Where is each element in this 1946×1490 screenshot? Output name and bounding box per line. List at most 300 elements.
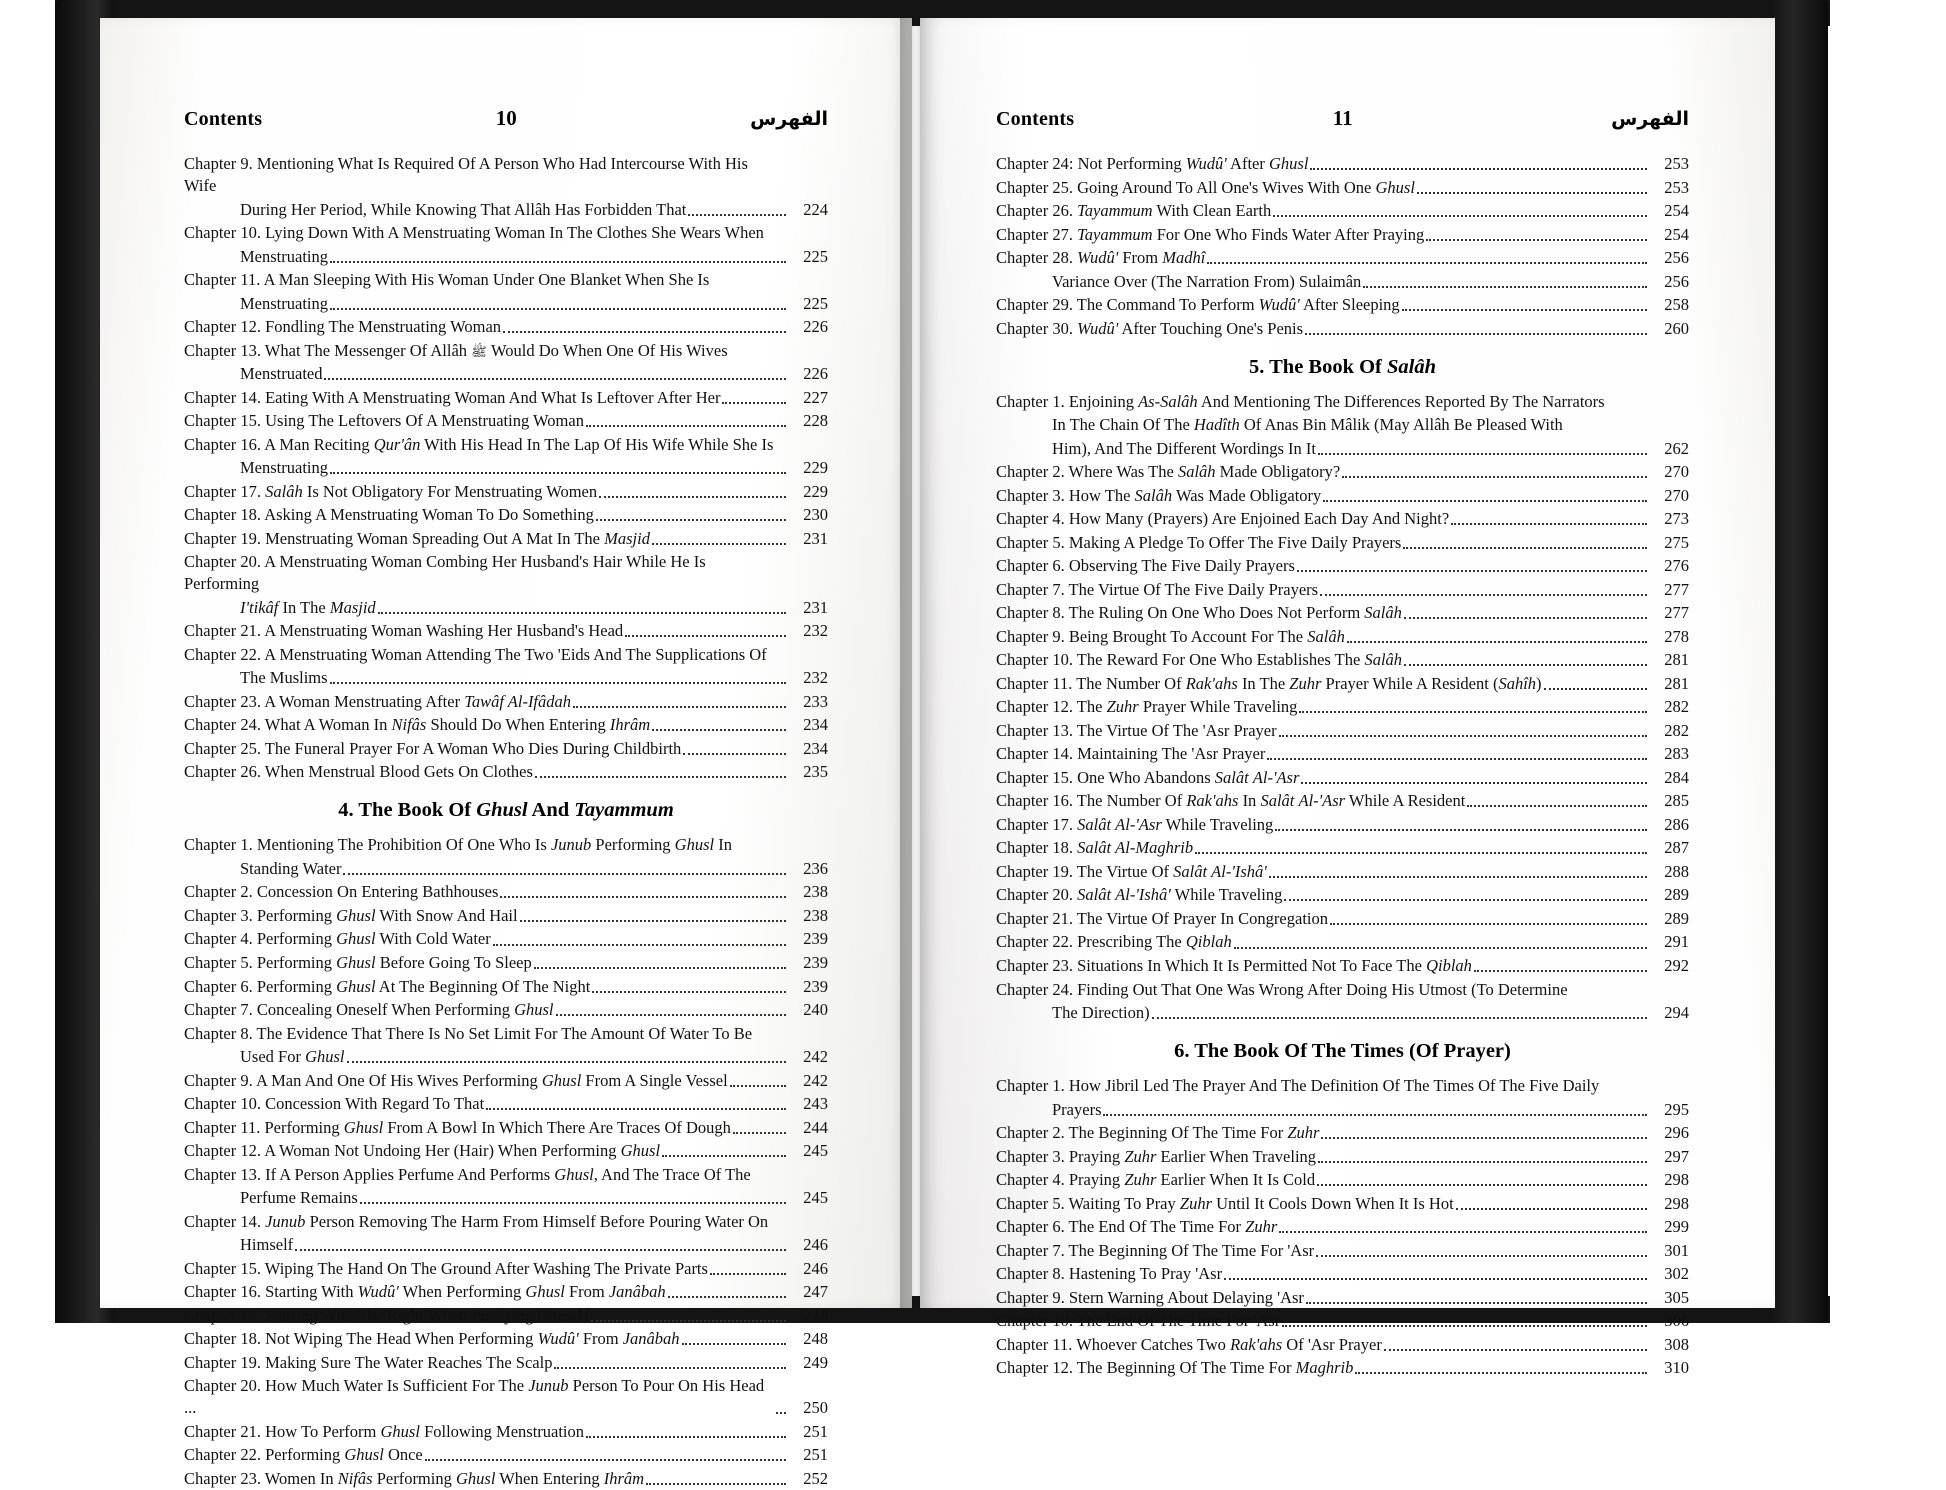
toc-entry [184, 1375, 828, 1419]
toc-entry [996, 743, 1689, 765]
toc-entry [996, 790, 1689, 812]
toc-entry [184, 691, 828, 713]
toc-entry-text: Chapter 12. The Zuhr Prayer While Traveling [996, 697, 1298, 717]
toc-leader-dots [493, 944, 786, 946]
toc-entry [184, 1164, 828, 1186]
toc-entry-page: 310 [1664, 1358, 1689, 1378]
toc-leader-dots [1273, 215, 1647, 217]
toc-entry-text: Chapter 12. A Woman Not Undoing Her (Hair) When Performing Ghusl [184, 1141, 661, 1161]
toc-entry-text: Chapter 8. The Evidence That There Is No Set Limit For The Amount Of Water To Be [184, 1023, 753, 1043]
toc-leader-dots [1318, 1161, 1647, 1163]
toc-entry-page: 227 [803, 387, 828, 407]
toc-entry-page: 240 [803, 1000, 828, 1020]
toc-entry [184, 316, 828, 338]
toc-entry-text: I'tikâf In The Masjid [240, 597, 376, 617]
toc-leader-dots [599, 496, 786, 498]
toc-entry-text: Chapter 24. Finding Out That One Was Wrong After Doing His Utmost (To Determine [996, 979, 1568, 999]
toc-leader-dots [573, 706, 786, 708]
toc-entry [184, 504, 828, 526]
toc-entry-page: 260 [1664, 318, 1689, 338]
toc-entry-text: Standing Water [240, 858, 342, 878]
toc-entry [184, 528, 828, 550]
toc-entry-page: 235 [803, 762, 828, 782]
toc-leader-dots [1299, 711, 1647, 713]
toc-entry [184, 387, 828, 409]
toc-leader-dots [1355, 1372, 1647, 1374]
toc-entry [996, 177, 1689, 199]
toc-entry [184, 1070, 828, 1092]
toc-entry [996, 1146, 1689, 1168]
toc-leader-dots [425, 1459, 786, 1461]
toc-leader-dots [534, 967, 786, 969]
toc-entry [184, 858, 828, 880]
toc-entry-text: Chapter 14. Junub Person Removing The Harm From Himself Before Pouring Water On [184, 1211, 769, 1231]
toc-entry-text: Chapter 28. Wudû' From Madhî [996, 248, 1206, 268]
toc-entry-page: 238 [803, 905, 828, 925]
toc-entry [184, 761, 828, 783]
toc-entry-text: Chapter 19. Menstruating Woman Spreading Out A Mat In The Masjid [184, 528, 650, 548]
toc-entry [184, 269, 828, 291]
toc-entry-text: Chapter 22. A Menstruating Woman Attending The Two 'Eids And The Supplications Of [184, 644, 767, 664]
toc-entry-page: 230 [803, 505, 828, 525]
toc-entry [996, 1169, 1689, 1191]
toc-entry-text: Chapter 25. The Funeral Prayer For A Woman Who Dies During Childbirth [184, 738, 682, 758]
toc-entry [996, 602, 1689, 624]
toc-entry [996, 1075, 1689, 1097]
toc-entry [996, 931, 1689, 953]
toc-entry-text: Chapter 21. The Virtue Of Prayer In Congregation [996, 908, 1328, 928]
toc-entry-page: 234 [803, 738, 828, 758]
left-header-page-number: 10 [495, 106, 517, 130]
toc-entry-page: 262 [1664, 438, 1689, 458]
toc-entry-page: 224 [803, 199, 828, 219]
toc-entry-text: The Muslims [240, 668, 328, 688]
toc-entry-page: 242 [803, 1070, 828, 1090]
toc-entry-page: 302 [1664, 1264, 1689, 1284]
toc-entry-text: Chapter 7. The Virtue Of The Five Daily Prayers [996, 579, 1319, 599]
toc-entry [996, 532, 1689, 554]
toc-entry-page: 229 [803, 458, 828, 478]
toc-entry-text: Chapter 9. Stern Warning About Delaying 'Asr [996, 1287, 1304, 1307]
toc-entry [184, 714, 828, 736]
toc-entry [996, 555, 1689, 577]
toc-entry [184, 551, 828, 595]
toc-entry-text: Chapter 17. Salâh Is Not Obligatory For Menstruating Women [184, 481, 598, 501]
toc-entry-text: Chapter 10. Concession With Regard To That [184, 1094, 485, 1114]
toc-entry [184, 1234, 828, 1256]
toc-leader-dots [1269, 876, 1647, 878]
toc-entry [996, 979, 1689, 1001]
toc-entry-text: Chapter 18. Salât Al-Maghrib [996, 838, 1194, 858]
toc-entry-page: 277 [1664, 603, 1689, 623]
toc-entry-page: 298 [1664, 1170, 1689, 1190]
toc-leader-dots [1224, 1278, 1647, 1280]
toc-leader-dots [503, 331, 786, 333]
toc-entry-text: Chapter 10. The End Of The Time For 'Asr [996, 1311, 1281, 1331]
toc-leader-dots [1544, 688, 1647, 690]
right-header-arabic-label: الفهرس [1611, 108, 1689, 130]
toc-leader-dots [1402, 309, 1647, 311]
toc-entry [184, 1444, 828, 1466]
left-toc-list-1 [184, 153, 828, 783]
toc-leader-dots [722, 402, 786, 404]
toc-entry-text: Chapter 30. Wudû' After Touching One's Penis [996, 318, 1304, 338]
toc-leader-dots [682, 1343, 786, 1345]
toc-entry [996, 767, 1689, 789]
toc-entry [996, 224, 1689, 246]
toc-entry-text: Chapter 22. Prescribing The Qiblah [996, 932, 1232, 952]
toc-entry [184, 928, 828, 950]
toc-entry-page: 225 [803, 246, 828, 266]
toc-entry-page: 281 [1664, 650, 1689, 670]
toc-entry-text: Chapter 6. Performing Ghusl At The Beginning Of The Night [184, 976, 591, 996]
toc-entry [184, 1093, 828, 1115]
toc-entry-page: 289 [1664, 908, 1689, 928]
toc-entry [184, 620, 828, 642]
toc-entry-text: Chapter 12. Fondling The Menstruating Woman [184, 317, 502, 337]
toc-entry [184, 1117, 828, 1139]
toc-entry-page: 253 [1664, 177, 1689, 197]
toc-leader-dots [1342, 476, 1647, 478]
toc-leader-dots [330, 682, 786, 684]
right-toc-list-1 [996, 153, 1689, 340]
toc-leader-dots [1275, 829, 1647, 831]
toc-entry-text: Chapter 17. Starting With The Right When Purifying Oneself [184, 1305, 589, 1325]
toc-entry-text: Chapter 11. Whoever Catches Two Rak'ahs Of 'Asr Prayer [996, 1334, 1382, 1354]
toc-entry-text: Chapter 1. Mentioning The Prohibition Of One Who Is Junub Performing Ghusl In [184, 835, 732, 855]
toc-leader-dots [1347, 641, 1647, 643]
toc-leader-dots [1474, 970, 1647, 972]
toc-entry [996, 1002, 1689, 1024]
toc-entry-text: Chapter 8. Hastening To Pray 'Asr [996, 1264, 1223, 1284]
toc-entry-text: Chapter 13. If A Person Applies Perfume And Performs Ghusl, And The Trace Of The [184, 1164, 751, 1184]
toc-entry [996, 884, 1689, 906]
toc-leader-dots [591, 1320, 786, 1322]
toc-entry-page: 291 [1664, 932, 1689, 952]
left-header-contents-label: Contents [184, 108, 263, 130]
toc-leader-dots [730, 1085, 786, 1087]
toc-leader-dots [1284, 899, 1647, 901]
toc-entry [184, 293, 828, 315]
toc-entry-text: Chapter 18. Asking A Menstruating Woman To Do Something [184, 505, 594, 525]
toc-entry-page: 282 [1664, 720, 1689, 740]
toc-leader-dots [1306, 1302, 1647, 1304]
toc-entry-text: Chapter 2. The Beginning Of The Time For Zuhr [996, 1123, 1320, 1143]
toc-entry-page: 247 [803, 1282, 828, 1302]
toc-entry [184, 738, 828, 760]
toc-leader-dots [625, 635, 786, 637]
toc-entry [996, 1334, 1689, 1356]
right-section-title-1: 5. The Book Of Salâh [1248, 355, 1437, 378]
toc-entry-text: Chapter 27. Tayammum For One Who Finds Water After Praying [996, 224, 1425, 244]
toc-entry [996, 271, 1689, 293]
toc-entry-page: 254 [1664, 224, 1689, 244]
toc-entry [996, 673, 1689, 695]
toc-entry-text: Menstruated [240, 364, 323, 384]
toc-entry-text: Menstruating [240, 246, 328, 266]
toc-entry-text: In The Chain Of The Hadîth Of Anas Bin Mâlik (May Allâh Be Pleased With [1052, 415, 1563, 435]
toc-entry [996, 1357, 1689, 1379]
toc-entry-text: Chapter 11. The Number Of Rak'ahs In The Zuhr Prayer While A Resident (Sahîh) [996, 673, 1542, 693]
toc-leader-dots [586, 425, 786, 427]
toc-entry [996, 438, 1689, 460]
toc-entry-page: 246 [803, 1235, 828, 1255]
toc-entry-page: 245 [803, 1141, 828, 1161]
toc-entry [996, 626, 1689, 648]
toc-entry [184, 952, 828, 974]
left-page-header [184, 106, 828, 131]
toc-leader-dots [1234, 947, 1647, 949]
toc-leader-dots [1316, 1255, 1647, 1257]
right-toc-list-2 [996, 391, 1689, 1024]
toc-entry [996, 837, 1689, 859]
toc-entry-text: Chapter 24: Not Performing Wudû' After Ghusl [996, 154, 1309, 173]
toc-entry-page: 292 [1664, 956, 1689, 975]
toc-entry-page: 281 [1664, 673, 1689, 693]
toc-entry-text: Chapter 22. Performing Ghusl Once [184, 1445, 423, 1465]
toc-leader-dots [378, 612, 786, 614]
toc-leader-dots [1318, 453, 1647, 455]
toc-entry [184, 834, 828, 856]
toc-leader-dots [733, 1132, 786, 1134]
toc-entry [184, 481, 828, 503]
toc-entry-text: Chapter 20. How Much Water Is Sufficient For The Junub Person To Pour On His Head ... [184, 1376, 765, 1418]
toc-entry-page: 273 [1664, 509, 1689, 529]
toc-leader-dots [520, 920, 786, 922]
toc-entry-page: 296 [1664, 1123, 1689, 1143]
toc-entry [996, 391, 1689, 413]
toc-entry-page: 228 [803, 411, 828, 431]
toc-entry-text: Chapter 13. The Virtue Of The 'Asr Prayer [996, 720, 1277, 740]
toc-leader-dots [592, 991, 786, 993]
toc-entry-text: Chapter 20. A Menstruating Woman Combing Her Husband's Hair While He Is Performing [184, 552, 706, 594]
toc-entry [184, 1421, 828, 1443]
toc-entry [184, 246, 828, 268]
toc-entry-text: Used For Ghusl [240, 1047, 345, 1067]
toc-entry-page: 254 [1664, 201, 1689, 221]
toc-leader-dots [1404, 664, 1647, 666]
toc-entry-text: Chapter 5. Performing Ghusl Before Going To Sleep [184, 953, 532, 972]
left-toc-list-2 [184, 834, 828, 1489]
toc-leader-dots [1321, 1137, 1647, 1139]
toc-entry [996, 579, 1689, 601]
toc-leader-dots [683, 753, 786, 755]
toc-entry-page: 270 [1664, 462, 1689, 482]
toc-leader-dots [1404, 617, 1647, 619]
toc-leader-dots [662, 1155, 786, 1157]
toc-entry-text: Chapter 16. The Number Of Rak'ahs In Salât Al-'Asr While A Resident [996, 791, 1466, 811]
left-page [100, 18, 912, 1488]
left-header-arabic-label: الفهرس [750, 108, 828, 130]
toc-entry-text: Chapter 26. When Menstrual Blood Gets On Clothes [184, 762, 533, 782]
toc-entry [996, 508, 1689, 530]
toc-entry-text: Chapter 16. Starting With Wudû' When Performing Ghusl From Janâbah [184, 1282, 666, 1302]
book-cover-right-edge [1770, 0, 1828, 1323]
toc-entry-page: 236 [803, 858, 828, 878]
toc-leader-dots [500, 896, 786, 898]
toc-leader-dots [1305, 333, 1647, 335]
toc-entry [184, 1281, 828, 1303]
toc-leader-dots [1279, 735, 1647, 737]
toc-entry-text: Prayers [1052, 1099, 1102, 1119]
toc-entry-text: Chapter 11. A Man Sleeping With His Woman Under One Blanket When She Is [184, 270, 710, 290]
toc-entry [184, 644, 828, 666]
toc-entry-page: 275 [1664, 532, 1689, 552]
toc-entry-page: 225 [803, 293, 828, 313]
toc-leader-dots [295, 1249, 786, 1251]
toc-entry [184, 1140, 828, 1162]
toc-leader-dots [486, 1108, 786, 1110]
toc-entry-page: 286 [1664, 814, 1689, 834]
toc-entry-page: 246 [803, 1258, 828, 1278]
toc-entry-page: 252 [803, 1468, 828, 1488]
toc-entry-page: 243 [803, 1094, 828, 1114]
toc-entry [996, 1099, 1689, 1121]
toc-entry-text: Chapter 3. How The Salâh Was Made Obligatory [996, 485, 1322, 505]
toc-entry-page: 276 [1664, 556, 1689, 576]
toc-entry-text: Chapter 23. Women In Nifâs Performing Ghusl When Entering Ihrâm [184, 1468, 645, 1488]
toc-entry [184, 1258, 828, 1280]
toc-entry-page: 270 [1664, 485, 1689, 505]
toc-entry-page: 232 [803, 621, 828, 641]
toc-leader-dots [1297, 570, 1647, 572]
toc-entry-text: Chapter 20. Salât Al-'Ishâ' While Traveling [996, 885, 1283, 905]
toc-entry-text: Menstruating [240, 293, 328, 313]
toc-leader-dots [1279, 1231, 1647, 1233]
toc-leader-dots [1320, 594, 1647, 596]
toc-entry-page: 289 [1664, 885, 1689, 905]
toc-leader-dots [1456, 1208, 1647, 1210]
toc-entry-text: Chapter 16. A Man Reciting Qur'ân With His Head In The Lap Of His Wife While She Is [184, 434, 774, 454]
toc-leader-dots [586, 1436, 786, 1438]
toc-entry-page: 282 [1664, 697, 1689, 717]
toc-entry-text: Chapter 4. Praying Zuhr Earlier When It Is Cold [996, 1170, 1316, 1190]
toc-leader-dots [554, 1367, 786, 1369]
toc-entry-page: 285 [1664, 791, 1689, 811]
toc-entry-page: 231 [803, 597, 828, 617]
toc-leader-dots [1282, 1325, 1647, 1327]
toc-entry-page: 258 [1664, 295, 1689, 315]
toc-leader-dots [1384, 1349, 1647, 1351]
toc-entry-text: Chapter 15. Using The Leftovers Of A Menstruating Woman [184, 411, 584, 431]
left-section-title: 4. The Book Of Ghusl And Tayammum [338, 799, 674, 822]
toc-entry-text: Chapter 15. One Who Abandons Salât Al-'Asr [996, 767, 1300, 787]
toc-entry [996, 696, 1689, 718]
toc-entry-text: Himself [240, 1235, 294, 1255]
toc-entry-page: 229 [803, 481, 828, 501]
toc-entry [184, 976, 828, 998]
toc-leader-dots [1207, 262, 1647, 264]
toc-entry-text: Chapter 8. The Ruling On One Who Does Not Perform Salâh [996, 603, 1402, 623]
toc-entry [184, 1187, 828, 1209]
toc-entry [184, 410, 828, 432]
toc-entry [184, 1046, 828, 1068]
toc-leader-dots [330, 472, 786, 474]
toc-leader-dots [347, 1061, 786, 1063]
toc-entry [184, 434, 828, 456]
toc-entry [184, 905, 828, 927]
toc-entry-page: 233 [803, 691, 828, 711]
toc-entry-page: 299 [1664, 1217, 1689, 1237]
toc-entry-text: Chapter 3. Performing Ghusl With Snow And Hail [184, 905, 518, 925]
toc-entry-text: During Her Period, While Knowing That Allâh Has Forbidden That [240, 199, 687, 219]
right-page-header [996, 106, 1689, 131]
toc-entry [184, 999, 828, 1021]
toc-leader-dots [1451, 523, 1647, 525]
toc-entry [996, 1287, 1689, 1309]
toc-entry-page: 239 [803, 953, 828, 972]
toc-leader-dots [330, 261, 786, 263]
toc-entry-page: 234 [803, 715, 828, 735]
toc-entry-text: Him), And The Different Wordings In It [1052, 438, 1317, 458]
toc-entry-page: 306 [1664, 1311, 1689, 1331]
toc-leader-dots [1152, 1017, 1647, 1019]
toc-leader-dots [596, 519, 786, 521]
toc-entry-text: The Direction) [1052, 1003, 1150, 1023]
toc-entry [996, 1240, 1689, 1262]
toc-entry [996, 649, 1689, 671]
toc-entry [996, 200, 1689, 222]
toc-leader-dots [1467, 805, 1647, 807]
toc-entry-page: 277 [1664, 579, 1689, 599]
toc-entry-text: Chapter 9. Being Brought To Account For The Salâh [996, 626, 1345, 646]
toc-entry-text: Chapter 5. Waiting To Pray Zuhr Until It Cools Down When It Is Hot [996, 1193, 1454, 1213]
toc-entry-text: Chapter 19. The Virtue Of Salât Al-'Ishâ' [996, 861, 1267, 881]
toc-entry [996, 908, 1689, 930]
toc-entry [184, 363, 828, 385]
toc-entry [996, 318, 1689, 340]
toc-entry-text: Chapter 21. How To Perform Ghusl Following Menstruation [184, 1421, 585, 1441]
toc-entry-text: Chapter 1. How Jibril Led The Prayer And The Definition Of The Times Of The Five Daily [996, 1076, 1600, 1096]
toc-entry [996, 247, 1689, 269]
toc-entry [184, 1328, 828, 1350]
toc-entry [184, 667, 828, 689]
toc-leader-dots [1267, 758, 1647, 760]
right-toc-list-3 [996, 1075, 1689, 1379]
toc-entry-text: Chapter 4. How Many (Prayers) Are Enjoined Each Day And Night? [996, 509, 1450, 529]
right-header-contents-label: Contents [996, 108, 1075, 130]
toc-entry [996, 485, 1689, 507]
toc-entry-page: 239 [803, 929, 828, 949]
toc-entry-page: 245 [803, 1188, 828, 1208]
toc-entry-page: 256 [1664, 271, 1689, 291]
toc-entry [184, 1211, 828, 1233]
toc-entry-text: Variance Over (The Narration From) Sulaimân [1052, 271, 1362, 291]
toc-leader-dots [688, 214, 786, 216]
toc-leader-dots [1330, 923, 1647, 925]
toc-leader-dots [1310, 168, 1647, 170]
toc-entry-text: Chapter 21. A Menstruating Woman Washing Her Husband's Head [184, 621, 624, 641]
toc-entry-page: 278 [1664, 626, 1689, 646]
toc-entry-text: Chapter 14. Maintaining The 'Asr Prayer [996, 744, 1266, 764]
toc-entry-page: 301 [1664, 1240, 1689, 1260]
toc-entry-page: 244 [803, 1117, 828, 1137]
toc-entry [184, 1352, 828, 1374]
toc-entry-page: 297 [1664, 1146, 1689, 1166]
toc-entry-text: Chapter 25. Going Around To All One's Wives With One Ghusl [996, 177, 1415, 197]
toc-entry-page: 242 [803, 1047, 828, 1067]
toc-entry [996, 1216, 1689, 1238]
toc-entry-text: Chapter 18. Not Wiping The Head When Performing Wudû' From Janâbah [184, 1329, 680, 1349]
toc-entry-text: Chapter 6. The End Of The Time For Zuhr [996, 1217, 1278, 1237]
toc-entry-page: 251 [803, 1445, 828, 1465]
toc-leader-dots [343, 873, 786, 875]
toc-leader-dots [556, 1014, 787, 1016]
toc-entry-page: 284 [1664, 767, 1689, 787]
toc-leader-dots [330, 308, 786, 310]
toc-entry [996, 1193, 1689, 1215]
toc-entry [184, 199, 828, 221]
